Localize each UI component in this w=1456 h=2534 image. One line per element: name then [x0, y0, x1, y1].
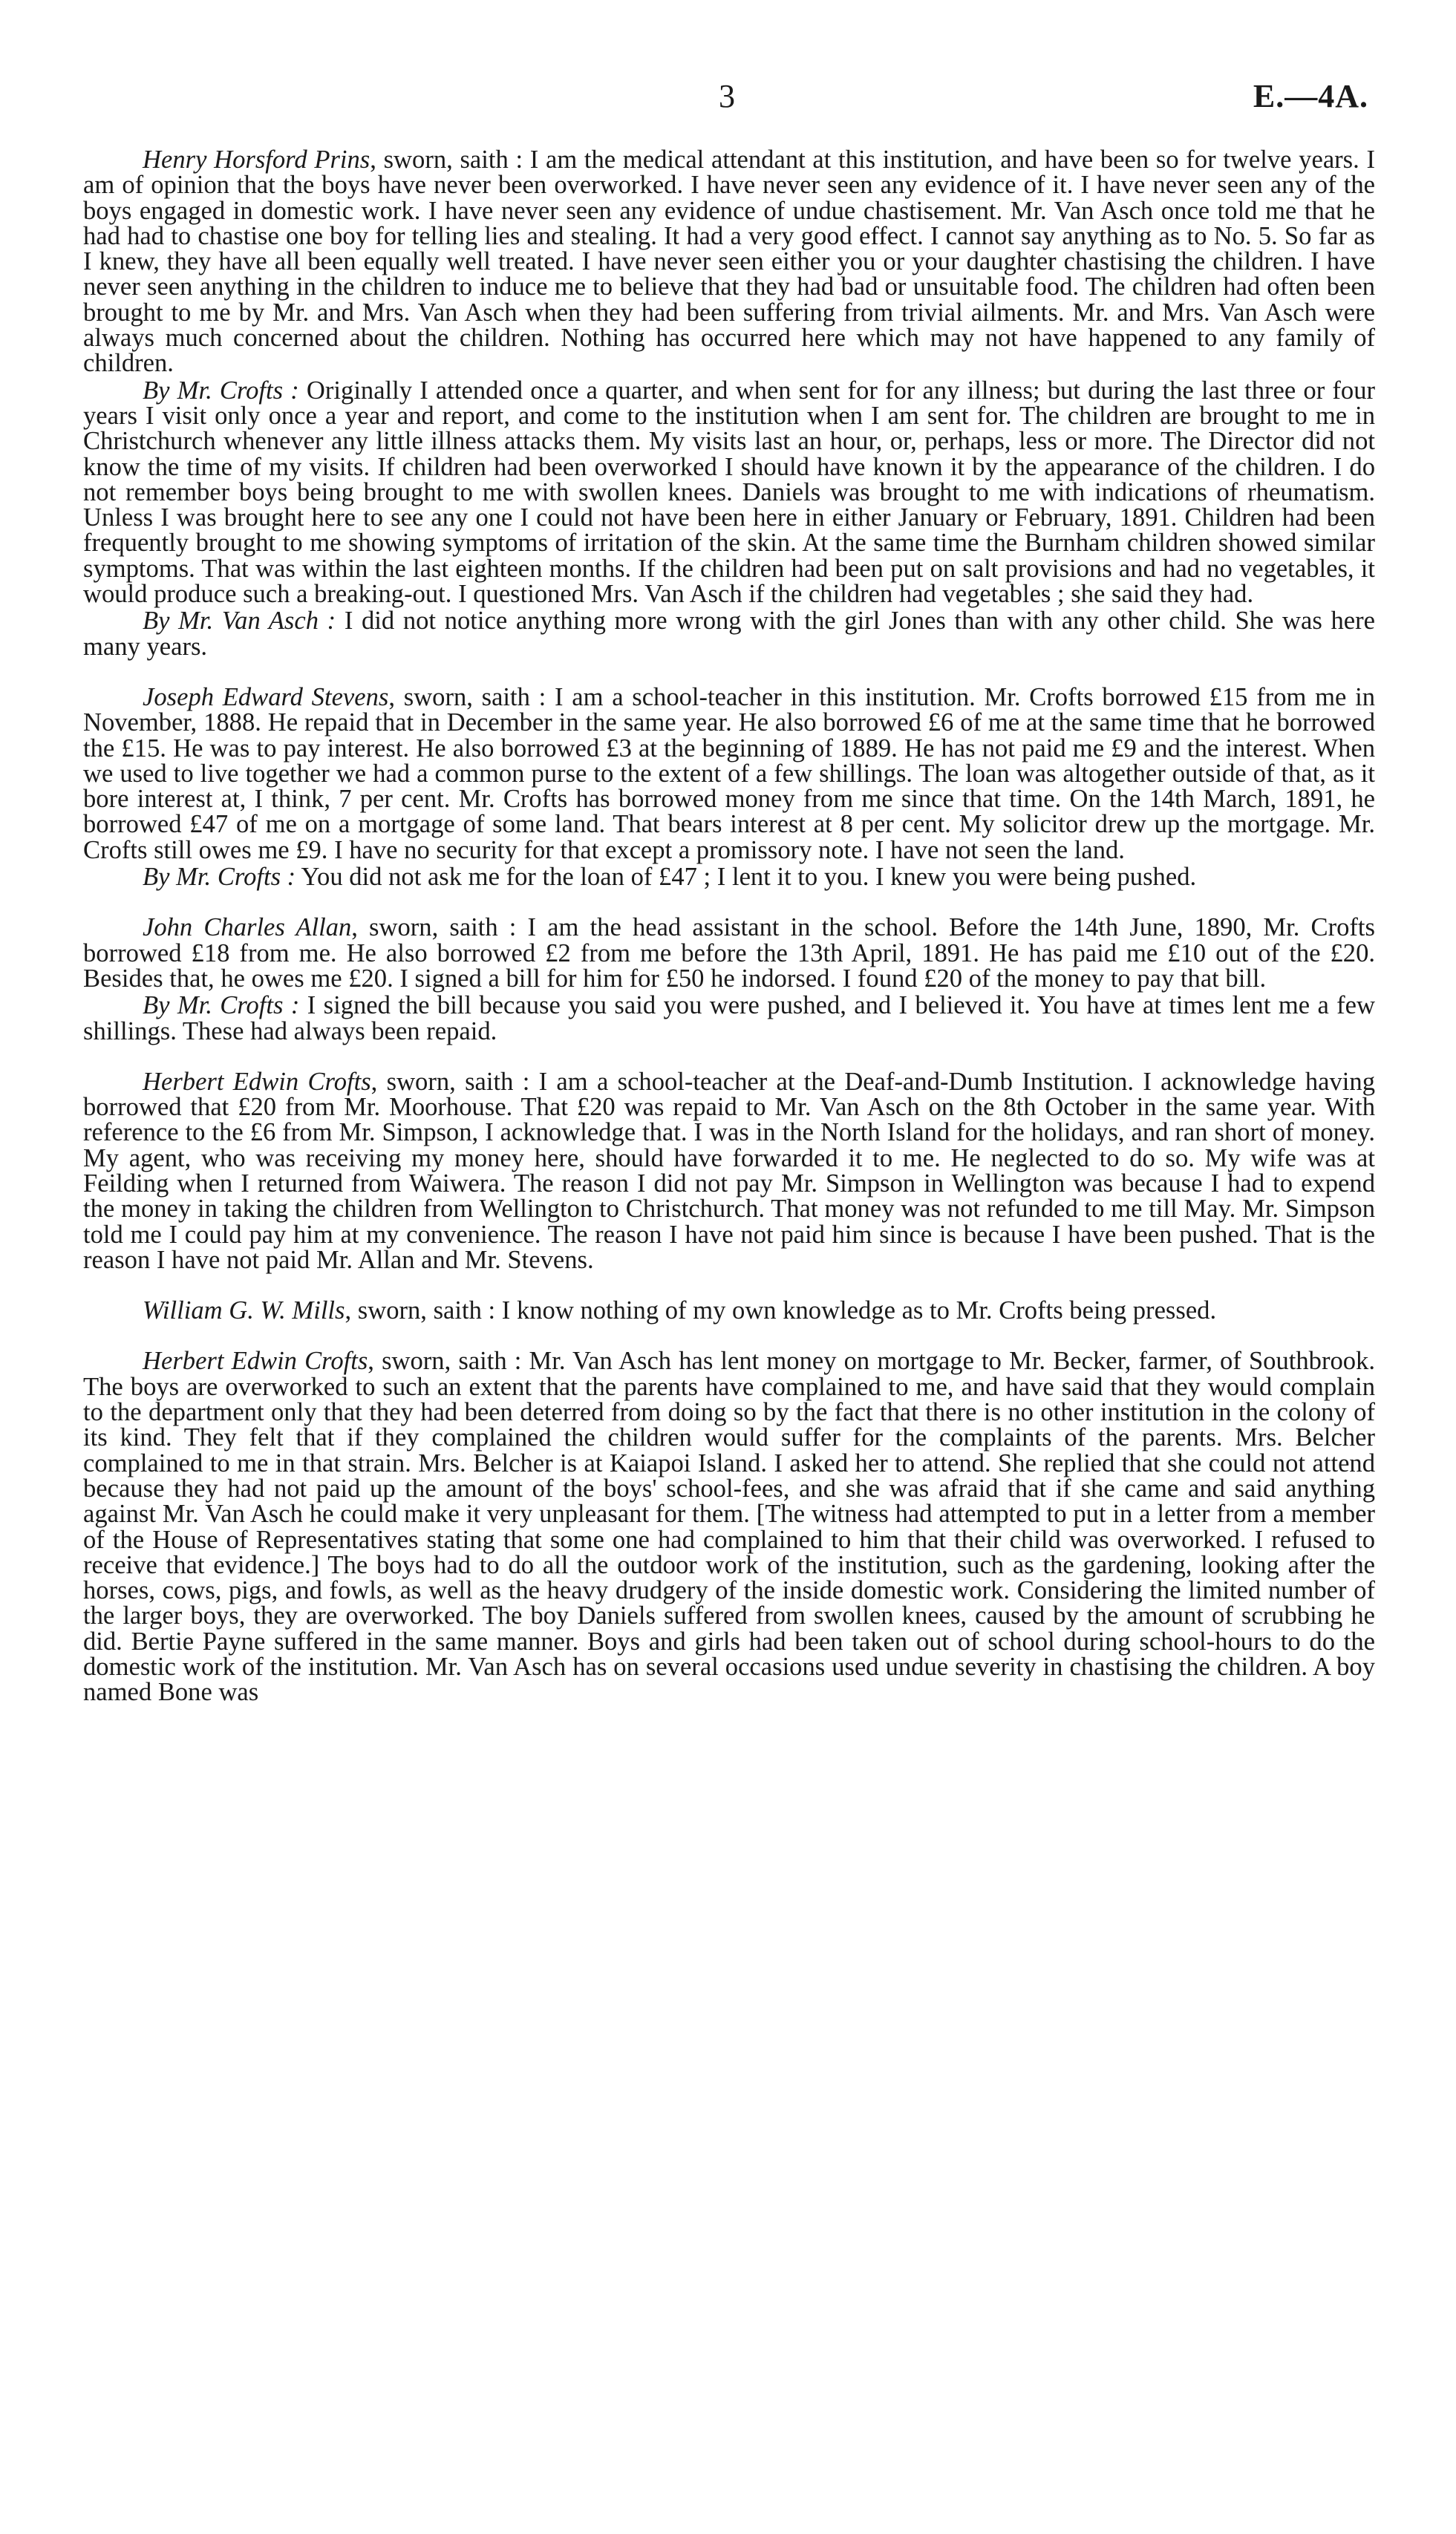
testimony-text: , sworn, saith : I am the head assistant in the school. Before the 14th June, 1890, Mr. Crofts borrowed £18 from me. He also borrowed £2 from me before the 13th April, 1891. He has paid me £10 out of the £20. Besides that, he owes me £20. I signed a bill for him for £50 he indorsed. I found £20 of the money to pay that bill. — [83, 913, 1375, 993]
running-head: E.—4A. — [1253, 78, 1368, 114]
testimony-text: Originally I attended once a quarter, and when sent for for any illness; but during the last three or four years I visit only once a year and report, and come to the institution when I am sent for. The children are brought to me in Christchurch whenever any little illness attacks them. My visits last an hour, or, perhaps, less or more. The Director did not know the time of my visits. If children had been overworked I should have known it by the appearance of the children. I do not remember boys being brought to me with swollen knees. Daniels was brought to me with indications of rheumatism. Unless I was brought here to see any one I could not have been here in either January or February, 1891. Children had been frequently brought to me showing symptoms of irritation of the skin. At the same time the Burnham children showed similar symptoms. That was within the last eighteen months. If the children had been put on salt provisions and had no vegetables, it would produce such a breaking-out. I questioned Mrs. Van Asch if the children had vegetables ; she said they had. — [83, 376, 1376, 609]
examiner-label: By Mr. Crofts : — [143, 376, 299, 405]
witness-name: William G. W. Mills — [143, 1296, 345, 1325]
witness-name: Henry Horsford Prins — [143, 146, 370, 174]
testimony-paragraph — [83, 682, 1375, 864]
testimony-text: I signed the bill because you said you were pushed, and I believed it. You have at times lent me a few shillings. These had always been repaid. — [83, 991, 1375, 1045]
cross-examination-paragraph — [83, 863, 1375, 892]
testimony-crofts — [83, 1069, 1375, 1273]
testimony-text: , sworn, saith : I know nothing of my own knowledge as to Mr. Crofts being pressed. — [345, 1296, 1217, 1325]
testimony-stevens — [83, 682, 1375, 892]
testimony-allan — [83, 915, 1375, 1043]
examiner-label: By Mr. Van Asch : — [143, 607, 336, 636]
witness-name: Joseph Edward Stevens — [143, 682, 389, 711]
testimony-crofts-second — [83, 1348, 1375, 1705]
cross-examination-paragraph — [83, 378, 1375, 607]
document-body — [83, 147, 1375, 1731]
examiner-label: By Mr. Crofts : — [143, 991, 300, 1020]
testimony-paragraph — [83, 147, 1375, 376]
witness-name: John Charles Allan — [143, 913, 352, 942]
page-number: 3 — [719, 78, 735, 114]
testimony-prins — [83, 147, 1375, 659]
testimony-text: You did not ask me for the loan of £47 ; I lent it to you. I knew you were being pushed. — [296, 863, 1197, 892]
page-header — [0, 74, 1456, 119]
testimony-text: I did not notice anything more wrong with the girl Jones than with any other child. She was here many years. — [83, 607, 1375, 661]
cross-examination-paragraph — [83, 993, 1375, 1044]
testimony-paragraph — [83, 915, 1375, 991]
testimony-text: , sworn, saith : I am a school-teacher in this institution. Mr. Crofts borrowed £15 from me in November, 1888. He repaid that in December in the same year. He also borrowed £6 of me at the same time that he borrowed the £15. He was to pay interest. He also borrowed £3 at the beginning of 1889. He has not paid me £9 and the interest. When we used to live together we had a common purse to the extent of a few shillings. The loan was altogether outside of that, as it bore interest at, I think, 7 per cent. Mr. Crofts has borrowed money from me since that time. On the 14th March, 1891, he borrowed £47 of me on a mortgage of some land. That bears interest at 8 per cent. My solicitor drew up the mortgage. Mr. Crofts still owes me £9. I have no security for that except a promissory note. I have not seen the land. — [83, 682, 1375, 864]
testimony-paragraph — [83, 1069, 1375, 1273]
cross-examination-paragraph — [83, 608, 1375, 659]
testimony-paragraph — [83, 1348, 1375, 1705]
testimony-mills — [83, 1298, 1375, 1323]
witness-name: Herbert Edwin Crofts — [143, 1347, 368, 1376]
testimony-text: , sworn, saith : I am a school-teacher at the Deaf-and-Dumb Institution. I acknowledge having borrowed that £20 from Mr. Moorhouse. That £20 was repaid to Mr. Van Asch on the 8th October in the same year. With reference to the £6 from Mr. Simpson, I acknowledge that. I was in the North Island for the holidays, and ran short of money. My agent, who was receiving my money here, should have forwarded it to me. He neglected to do so. My wife was at Feilding when I returned from Waiwera. The reason I did not pay Mr. Simpson in Wellington was because I had to expend the money in taking the children from Wellington to Christchurch. That money was not refunded to me till May. Mr. Simpson told me I could pay him at my convenience. The reason I have not paid him since is because I have been pushed. That is the reason I have not paid Mr. Allan and Mr. Stevens. — [83, 1067, 1375, 1274]
witness-name: Herbert Edwin Crofts — [143, 1067, 371, 1096]
testimony-paragraph — [83, 1298, 1375, 1323]
testimony-text: , sworn, saith : Mr. Van Asch has lent money on mortgage to Mr. Becker, farmer, of Southbrook. The boys are overworked to such an extent that the parents have complained to me, and have said that they would complain to the department only that they had been deterred from doing so by the fact that there is no other institution in the colony of its kind. They felt that if they complained the children would suffer for the complaints of the parents. Mrs. Belcher complained to me in that strain. Mrs. Belcher is at Kaiapoi Island. I asked her to attend. She replied that she could not attend because they had not paid up the amount of the boys' school-fees, and she was afraid that if she came and said anything against Mr. Van Asch he could make it very unpleasant for them. [The witness had attempted to put in a letter from a member of the House of Representatives stating that some one had complained to him that their child was overworked. I refused to receive that evidence.] The boys had to do all the outdoor work of the institution, such as the gardening, looking after the horses, cows, pigs, and fowls, as well as the heavy drudgery of the inside domestic work. Considering the limited number of the larger boys, they are overworked. The boy Daniels suffered from swollen knees, caused by the amount of scrubbing he did. Bertie Payne suffered in the same manner. Boys and girls had been taken out of school during school-hours to do the domestic work of the institution. Mr. Van Asch has on several occasions used undue severity in chastising the children. A boy named Bone was — [83, 1347, 1375, 1707]
testimony-text: , sworn, saith : I am the medical attendant at this institution, and have been so for twelve years. I am of opinion that the boys have never been overworked. I have never seen any evidence of it. I have never seen any of the boys engaged in domestic work. I have never seen any evidence of undue chastisement. Mr. Van Asch once told me that he had had to chastise one boy for telling lies and stealing. It had a very good effect. I cannot say anything as to No. 5. So far as I knew, they have all been equally well treated. I have never seen either you or your daughter chastising the children. I have never seen anything in the children to induce me to believe that they had bad or unsuitable food. The children had often been brought to me by Mr. and Mrs. Van Asch when they had been suffering from trivial ailments. Mr. and Mrs. Van Asch were always much concerned about the children. Nothing has occurred here which may not have happened to any family of children. — [83, 146, 1375, 378]
examiner-label: By Mr. Crofts : — [143, 863, 296, 892]
